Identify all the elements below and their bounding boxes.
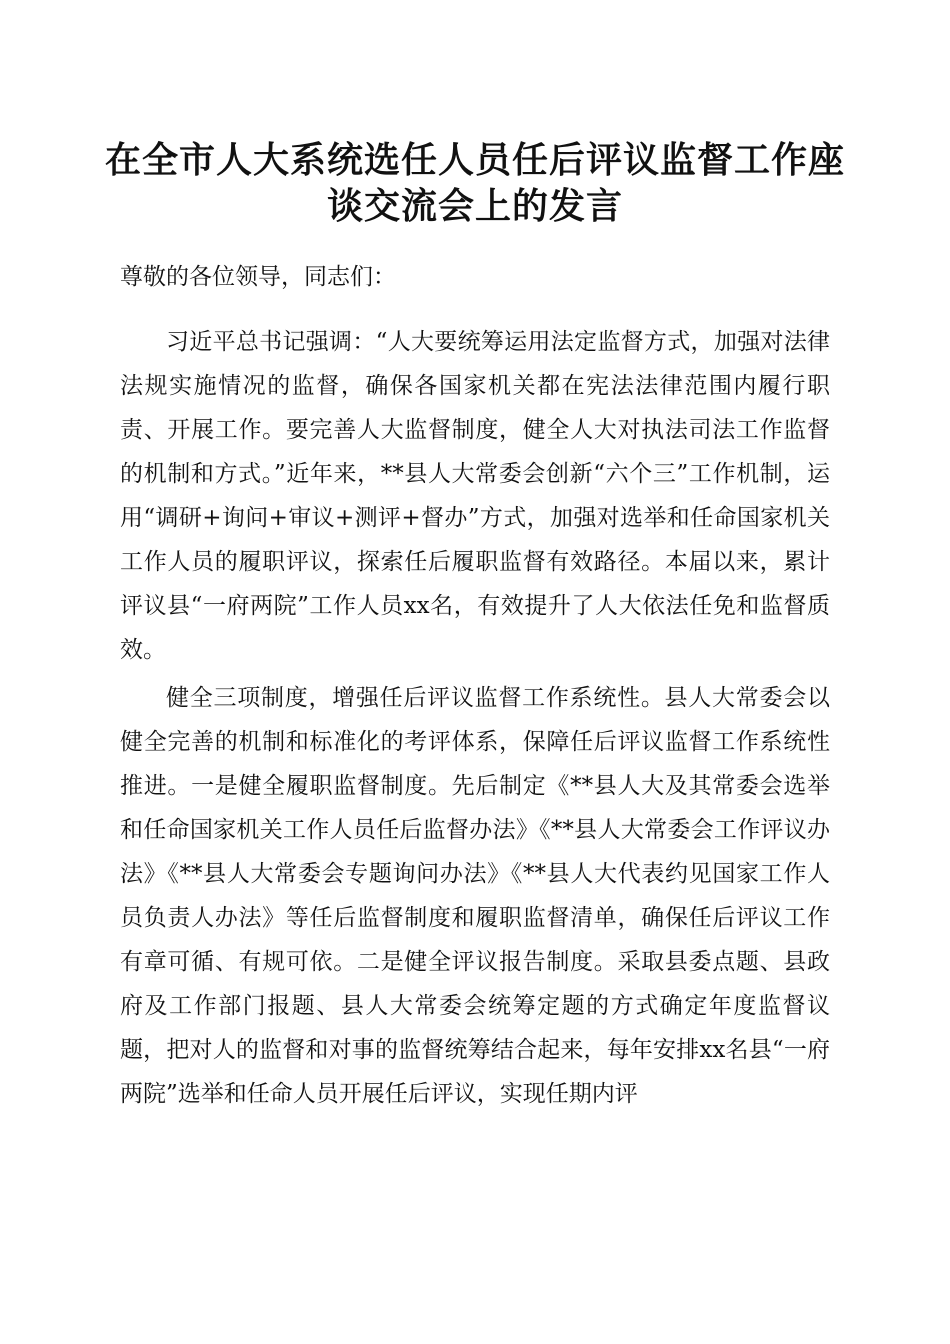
document-title-line-2: 谈交流会上的发言 <box>326 185 623 227</box>
paragraph-intro: 习近平总书记强调：“人大要统筹运用法定监督方式，加强对法律法规实施情况的监督，确保各国家机关都在宪法法律范围内履行职责、开展工作。要完善人大监督制度，健全人大对执法司法工作监督的机制和方式。”近年来，**县人大常委会创新“六个三”工作机制，运用“调研+询问+审议+测评+督办”方式，加强对选举和任命国家机关工作人员的履职评议，探索任后履职监督有效路径。本届以来，累计评议县“一府两院”工作人员xx名，有效提升了人大依法任免和监督质效。 <box>120 329 830 663</box>
paragraph-three-systems: 健全三项制度，增强任后评议监督工作系统性。县人大常委会以健全完善的机制和标准化的考评体系，保障任后评议监督工作系统性推进。一是健全履职监督制度。先后制定《**县人大及其常委会选举和任命国家机关工作人员任后监督办法》《**县人大常委会工作评议办法》《**县人大常委会专题询问办法》《**县人大代表约见国家工作人员负责人办法》等任后监督制度和履职监督清单，确保任后评议工作有章可循、有规可依。二是健全评议报告制度。采取县委点题、县政府及工作部门报题、县人大常委会统筹定题的方式确定年度监督议题，把对人的监督和对事的监督统筹结合起来，每年安排xx名县“一府两院”选举和任命人员开展任后评议，实现任期内评 <box>120 685 830 1107</box>
document-title-line-1: 在全市人大系统选任人员任后评议监督工作座 <box>104 139 845 181</box>
salutation: 尊敬的各位领导，同志们： <box>120 264 396 290</box>
